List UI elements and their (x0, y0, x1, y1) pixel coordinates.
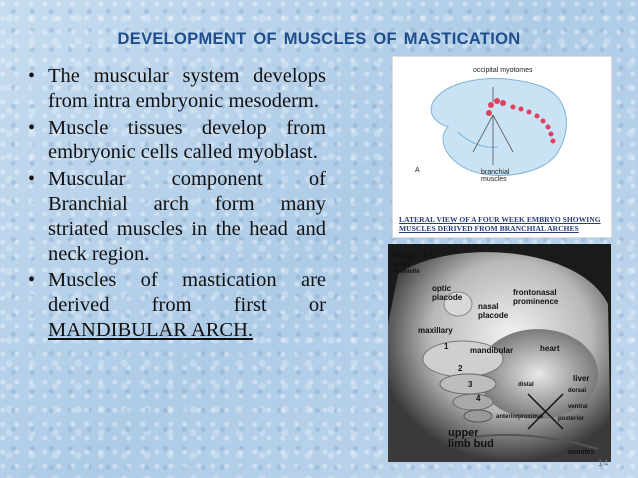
bullet-item (26, 116, 326, 166)
distal-label: distal (518, 382, 534, 388)
arch-3-label: 3 (468, 380, 473, 389)
bullet-marker: • (28, 269, 36, 292)
ventral-label: ventral (568, 404, 588, 410)
occipital-label: occipital myotomes (473, 67, 533, 74)
heart-label: heart (540, 344, 560, 353)
stage-label: Stage 14 (392, 250, 434, 261)
bullet-text: The muscular system develops from intra embryonic mesoderm. (48, 65, 326, 112)
maxillary-label: maxillary (418, 326, 453, 335)
dorsal-label: dorsal (568, 388, 587, 394)
arch-4-label: 4 (476, 394, 481, 403)
embryo-lateral-figure (392, 56, 612, 238)
slide-title: DEVELOPMENT OF MUSCLES OF MASTICATION (117, 30, 521, 48)
bullet-item (26, 268, 326, 342)
bullet-list (26, 64, 326, 345)
day-label: 32 day (392, 262, 411, 268)
arch-2-label: 2 (458, 364, 463, 373)
embryo-stage14-photo (388, 244, 611, 462)
somites-label: somites (568, 449, 595, 456)
branchial-label: branchial muscles (481, 169, 510, 183)
embryo-diagram (393, 57, 611, 207)
somite-count-label: 35 somite (392, 269, 420, 275)
bullet-marker: • (28, 65, 36, 87)
page-number: 14 (597, 458, 608, 468)
bullet-text: Muscular component of Branchial arch form many striated muscles in the head and neck region. (48, 168, 326, 265)
bullet-marker: • (28, 116, 36, 139)
bullet-marker: • (28, 168, 36, 191)
bullet-text: Muscle tissues develop from embryonic cells called myoblast. (48, 116, 326, 164)
bullet-item (26, 167, 326, 266)
liver-label: liver (573, 374, 590, 383)
frontonasal-label: frontonasal prominence (513, 288, 559, 306)
figure-caption: LATERAL VIEW OF A FOUR WEEK EMBRYO SHOWING MUSCLES DERIVED FROM BRANCHIAL ARCHES (399, 215, 601, 233)
figure-a-label: A (415, 167, 420, 174)
optic-placode-label: optic placode (432, 284, 463, 302)
upper-limb-bud-label: upper limb bud (448, 427, 494, 450)
bullet-text: Muscles of mastication are derived from first or (48, 269, 326, 317)
nasal-placode-label: nasal placode (478, 302, 509, 320)
bullet-item (26, 64, 326, 114)
proximal-label: proximal (518, 414, 544, 420)
bullet-emphasis: MANDIBULAR ARCH. (48, 318, 254, 341)
mandibular-label: mandibular (470, 346, 514, 355)
posterior-label: posterior (558, 416, 585, 422)
arch-1-label: 1 (444, 342, 449, 351)
anterior-label: anterior (496, 414, 519, 420)
